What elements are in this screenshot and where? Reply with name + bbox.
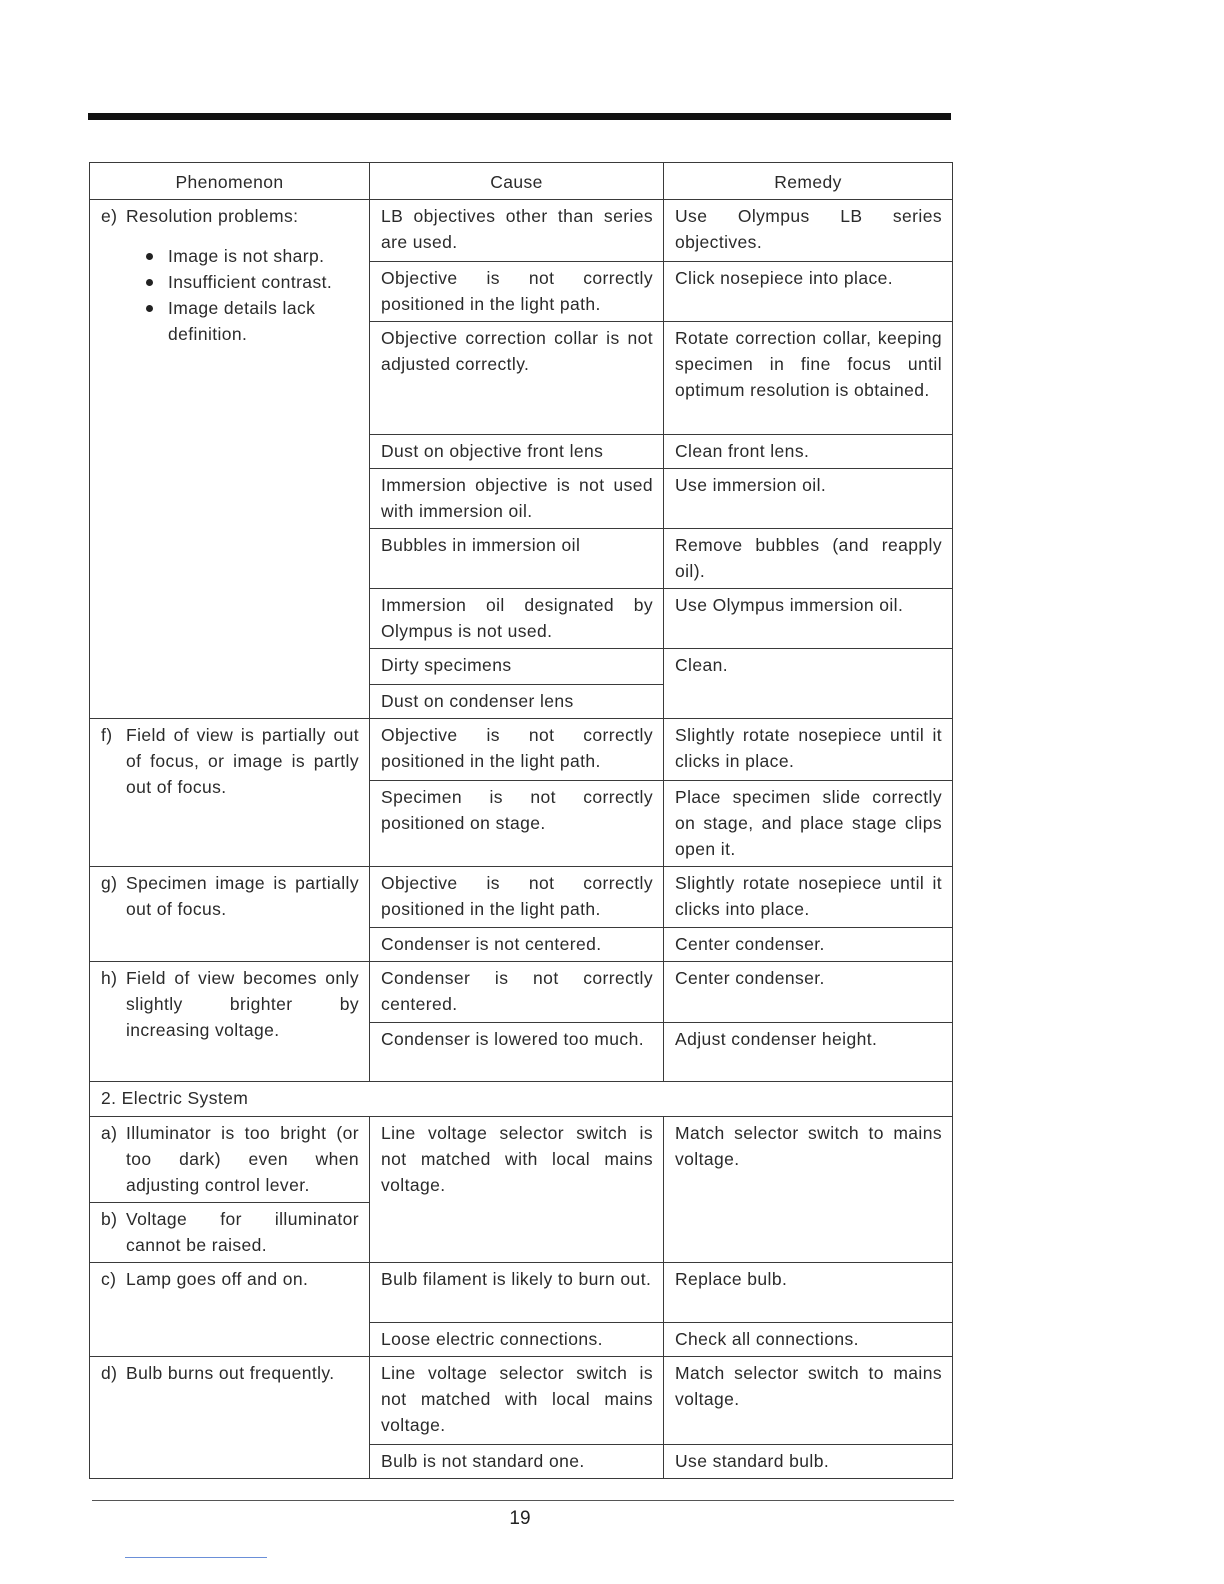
phenomenon-text: Bulb burns out frequently.: [126, 1363, 335, 1383]
phenomenon-cell: [90, 1117, 370, 1203]
cause-cell: Condenser is not centered.: [370, 928, 664, 962]
phenomenon-letter: a): [101, 1123, 118, 1143]
list-item: Image details lack definition.: [146, 295, 359, 347]
phenomenon-cell: [90, 962, 370, 1082]
table-row: [90, 962, 953, 1023]
cause-cell: Objective is not correctly positioned in the light path.: [370, 719, 664, 781]
remedy-cell: Adjust condenser height.: [664, 1023, 953, 1082]
cause-cell: Dirty specimens: [370, 649, 664, 685]
phenomenon-letter: h): [101, 968, 118, 988]
section-heading: 2. Electric System: [90, 1082, 953, 1117]
cause-cell: Objective correction collar is not adjusted correctly.: [370, 322, 664, 435]
remedy-cell: Use Olympus immersion oil.: [664, 589, 953, 649]
table-row: [90, 1082, 953, 1117]
phenomenon-cell: [90, 200, 370, 719]
remedy-cell: Replace bulb.: [664, 1263, 953, 1323]
table-header-row: [90, 163, 953, 200]
remedy-cell: Remove bubbles (and reapply oil).: [664, 529, 953, 589]
table-row: [90, 719, 953, 781]
table-row: [90, 1357, 953, 1445]
cause-cell: Bulb is not standard one.: [370, 1445, 664, 1479]
cause-cell: LB objectives other than series are used.: [370, 200, 664, 262]
phenomenon-letter: b): [101, 1209, 118, 1229]
phenomenon-text: Illuminator is too bright (or too dark) even when adjusting control lever.: [126, 1123, 359, 1195]
remedy-cell: Click nosepiece into place.: [664, 262, 953, 322]
cause-cell: Objective is not correctly positioned in the light path.: [370, 262, 664, 322]
remedy-cell: Place specimen slide correctly on stage, and place stage clips open it.: [664, 781, 953, 867]
header-remedy: Remedy: [664, 163, 953, 200]
remedy-cell: Clean front lens.: [664, 435, 953, 469]
cause-cell: Specimen is not correctly positioned on stage.: [370, 781, 664, 867]
bottom-rule: [92, 1500, 954, 1501]
cause-cell: Line voltage selector switch is not matched with local mains voltage.: [370, 1357, 664, 1445]
phenomenon-text: Specimen image is partially out of focus.: [126, 873, 359, 919]
phenomenon-text: Field of view is partially out of focus, or image is partly out of focus.: [126, 725, 359, 797]
header-phenomenon: Phenomenon: [90, 163, 370, 200]
remedy-cell: Center condenser.: [664, 962, 953, 1023]
cause-cell: Loose electric connections.: [370, 1323, 664, 1357]
remedy-cell: Use Olympus LB series objectives.: [664, 200, 953, 262]
remedy-cell: Match selector switch to mains voltage.: [664, 1357, 953, 1445]
top-rule: [88, 113, 951, 120]
phenomenon-cell: [90, 1263, 370, 1357]
list-item: Insufficient contrast.: [146, 269, 359, 295]
phenomenon-text: Field of view becomes only slightly brighter by increasing voltage.: [126, 968, 359, 1040]
remedy-cell: Clean.: [664, 649, 953, 719]
cause-cell: Line voltage selector switch is not matched with local mains voltage.: [370, 1117, 664, 1263]
page-number: 19: [509, 1508, 531, 1529]
table-row: [90, 1117, 953, 1203]
remedy-cell: Use standard bulb.: [664, 1445, 953, 1479]
symptom-list: [126, 243, 359, 347]
phenomenon-cell: [90, 719, 370, 867]
phenomenon-text: Voltage for illuminator cannot be raised.: [126, 1209, 359, 1255]
phenomenon-letter: f): [101, 725, 113, 745]
phenomenon-letter: c): [101, 1269, 117, 1289]
phenomenon-text: Lamp goes off and on.: [126, 1269, 309, 1289]
remedy-cell: Use immersion oil.: [664, 469, 953, 529]
remedy-cell: Match selector switch to mains voltage.: [664, 1117, 953, 1263]
header-cause: Cause: [370, 163, 664, 200]
cause-cell: Bubbles in immersion oil: [370, 529, 664, 589]
phenomenon-cell: [90, 1357, 370, 1479]
table-row: [90, 200, 953, 262]
cause-cell: Bulb filament is likely to burn out.: [370, 1263, 664, 1323]
cause-cell: Immersion objective is not used with immersion oil.: [370, 469, 664, 529]
remedy-cell: Slightly rotate nosepiece until it clicks into place.: [664, 867, 953, 928]
troubleshooting-table: [89, 162, 953, 1479]
remedy-cell: Check all connections.: [664, 1323, 953, 1357]
table-row: [90, 867, 953, 928]
link-underline: [125, 1557, 267, 1558]
remedy-cell: Center condenser.: [664, 928, 953, 962]
cause-cell: Dust on condenser lens: [370, 685, 664, 719]
phenomenon-letter: e): [101, 206, 118, 226]
phenomenon-letter: d): [101, 1363, 118, 1383]
remedy-cell: Rotate correction collar, keeping specimen in fine focus until optimum resolution is obtained.: [664, 322, 953, 435]
list-item: Image is not sharp.: [146, 243, 359, 269]
phenomenon-letter: g): [101, 873, 118, 893]
cause-cell: Dust on objective front lens: [370, 435, 664, 469]
phenomenon-cell: [90, 1203, 370, 1263]
phenomenon-text: Resolution problems:: [126, 206, 299, 226]
phenomenon-cell: [90, 867, 370, 962]
table-row: [90, 1263, 953, 1323]
cause-cell: Immersion oil designated by Olympus is not used.: [370, 589, 664, 649]
remedy-cell: Slightly rotate nosepiece until it clicks in place.: [664, 719, 953, 781]
cause-cell: Objective is not correctly positioned in the light path.: [370, 867, 664, 928]
cause-cell: Condenser is not correctly centered.: [370, 962, 664, 1023]
cause-cell: Condenser is lowered too much.: [370, 1023, 664, 1082]
